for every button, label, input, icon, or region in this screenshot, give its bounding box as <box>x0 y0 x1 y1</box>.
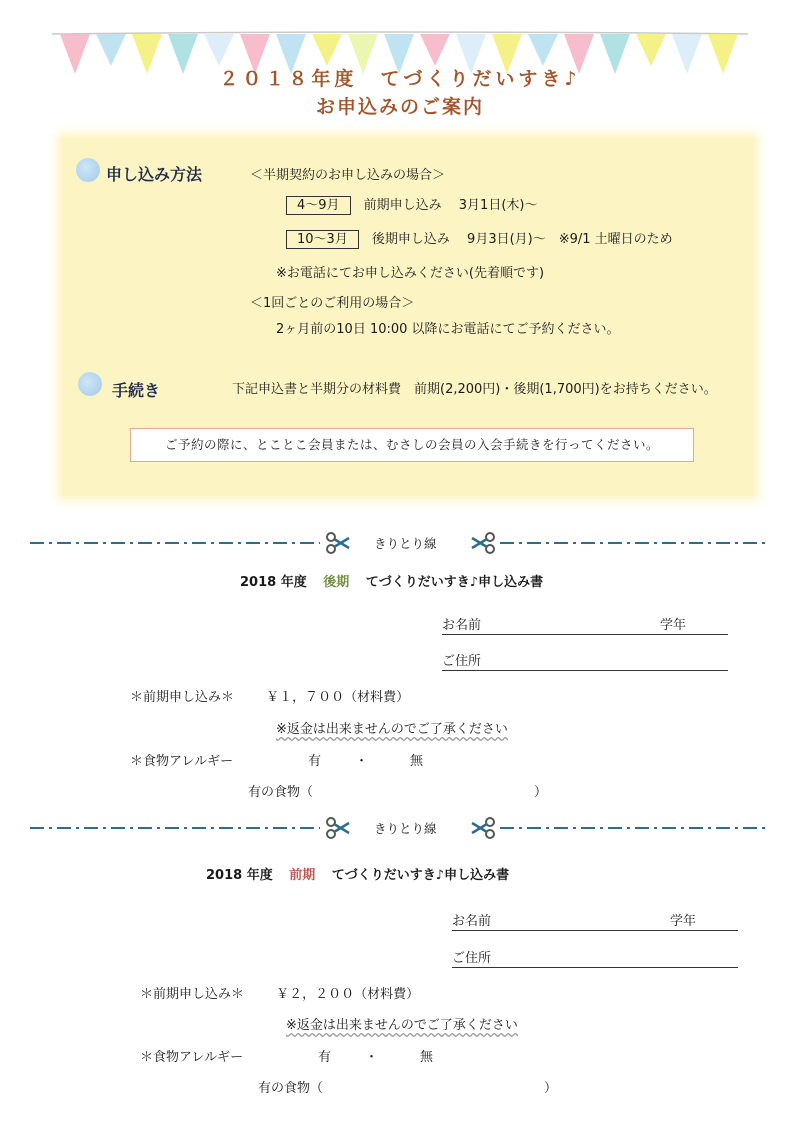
bunting-flag <box>420 34 450 66</box>
bubble-icon <box>76 158 100 182</box>
form-title-text: てづくりだいすき♪申し込み書 <box>331 868 510 883</box>
allergy-food-input[interactable] <box>340 1074 540 1094</box>
bunting-flag <box>312 34 342 66</box>
single-heading: ＜1回ごとのご利用の場合＞ <box>250 296 415 311</box>
allergy-separator: ・ <box>355 754 369 769</box>
bunting-flag <box>528 34 558 66</box>
fee-value: ￥２，２００（材料費） <box>276 987 420 1002</box>
scissors-icon <box>325 531 351 555</box>
bubble-icon <box>78 372 102 396</box>
method-label: 申し込み方法 <box>106 165 203 184</box>
page-subtitle: お申込みのご案内 <box>315 96 484 118</box>
scissors-icon <box>470 531 496 555</box>
form-title-text: てづくりだいすき♪申し込み書 <box>365 575 544 590</box>
fee-value: ￥１，７００（材料費） <box>266 690 410 705</box>
address-label: ご住所 <box>442 654 482 669</box>
name-label: お名前 <box>442 618 482 633</box>
cut-line <box>30 816 770 840</box>
fee-row <box>140 983 419 1002</box>
procedure-label: 手続き <box>112 381 161 400</box>
form-year: 2018 年度 <box>240 575 307 590</box>
allergy-yes-option[interactable]: 有 <box>318 1050 332 1065</box>
single-text: 2ヶ月前の10日 10:00 以降にお電話にてご予約ください。 <box>276 322 620 337</box>
allergy-food-close: ） <box>534 785 548 800</box>
address-field[interactable] <box>442 652 728 671</box>
refund-note: ※返金は出来ませんのでご了承ください <box>276 722 508 737</box>
allergy-no-option[interactable]: 無 <box>410 754 424 769</box>
period1-box: 4～9月 <box>286 196 351 215</box>
allergy-label: ＊食物アレルギー <box>130 754 234 769</box>
scissors-icon <box>470 816 496 840</box>
allergy-food-close: ） <box>544 1081 558 1096</box>
period1-row <box>286 194 537 213</box>
fee-label: ＊前期申し込み＊ <box>140 987 245 1002</box>
scissors-icon <box>325 816 351 840</box>
form-title-late <box>240 571 543 590</box>
allergy-label: ＊食物アレルギー <box>140 1050 244 1065</box>
cut-line-label: きりとり線 <box>368 534 443 552</box>
period1-text: 前期申し込み 3月1日(木)～ <box>363 198 538 213</box>
allergy-no-option[interactable]: 無 <box>420 1050 434 1065</box>
period2-text: 後期申し込み 9月3日(月)～ ※9/1 土曜日のため <box>371 232 673 247</box>
address-field[interactable] <box>452 949 738 968</box>
cut-line-label: きりとり線 <box>368 819 443 837</box>
address-label: ご住所 <box>452 951 492 966</box>
form-title-early <box>206 864 509 883</box>
name-label: お名前 <box>452 914 492 929</box>
form-year: 2018 年度 <box>206 868 273 883</box>
fee-row <box>130 686 409 705</box>
procedure-text: 下記申込書と半期分の材料費 前期(2,200円)・後期(1,700円)をお持ちください。 <box>232 382 717 397</box>
allergy-yes-option[interactable]: 有 <box>308 754 322 769</box>
bunting-flag <box>204 34 234 66</box>
season-late: 後期 <box>323 575 350 590</box>
allergy-separator: ・ <box>365 1050 379 1065</box>
phone-note: ※お電話にてお申し込みください(先着順です) <box>276 266 545 281</box>
name-field[interactable] <box>452 912 738 931</box>
membership-notice: ご予約の際に、とことこ会員または、むさしの会員の入会手続きを行ってください。 <box>130 428 694 462</box>
grade-label: 学年 <box>659 618 686 633</box>
refund-note: ※返金は出来ませんのでご了承ください <box>286 1018 518 1033</box>
period2-row <box>286 228 673 247</box>
fee-label: ＊前期申し込み＊ <box>130 690 235 705</box>
period2-box: 10～3月 <box>286 230 359 249</box>
half-term-heading: ＜半期契約のお申し込みの場合＞ <box>250 168 446 183</box>
bunting-flag <box>636 34 666 66</box>
allergy-food-input[interactable] <box>330 778 530 798</box>
page-title: ２０１８年度 てづくりだいすき♪ <box>219 68 581 90</box>
season-early: 前期 <box>289 868 316 883</box>
allergy-food-label: 有の食物（ <box>248 785 314 800</box>
cut-line <box>30 531 770 555</box>
allergy-food-label: 有の食物（ <box>258 1081 324 1096</box>
grade-label: 学年 <box>669 914 696 929</box>
bunting-flag <box>96 34 126 66</box>
name-field[interactable] <box>442 616 728 635</box>
